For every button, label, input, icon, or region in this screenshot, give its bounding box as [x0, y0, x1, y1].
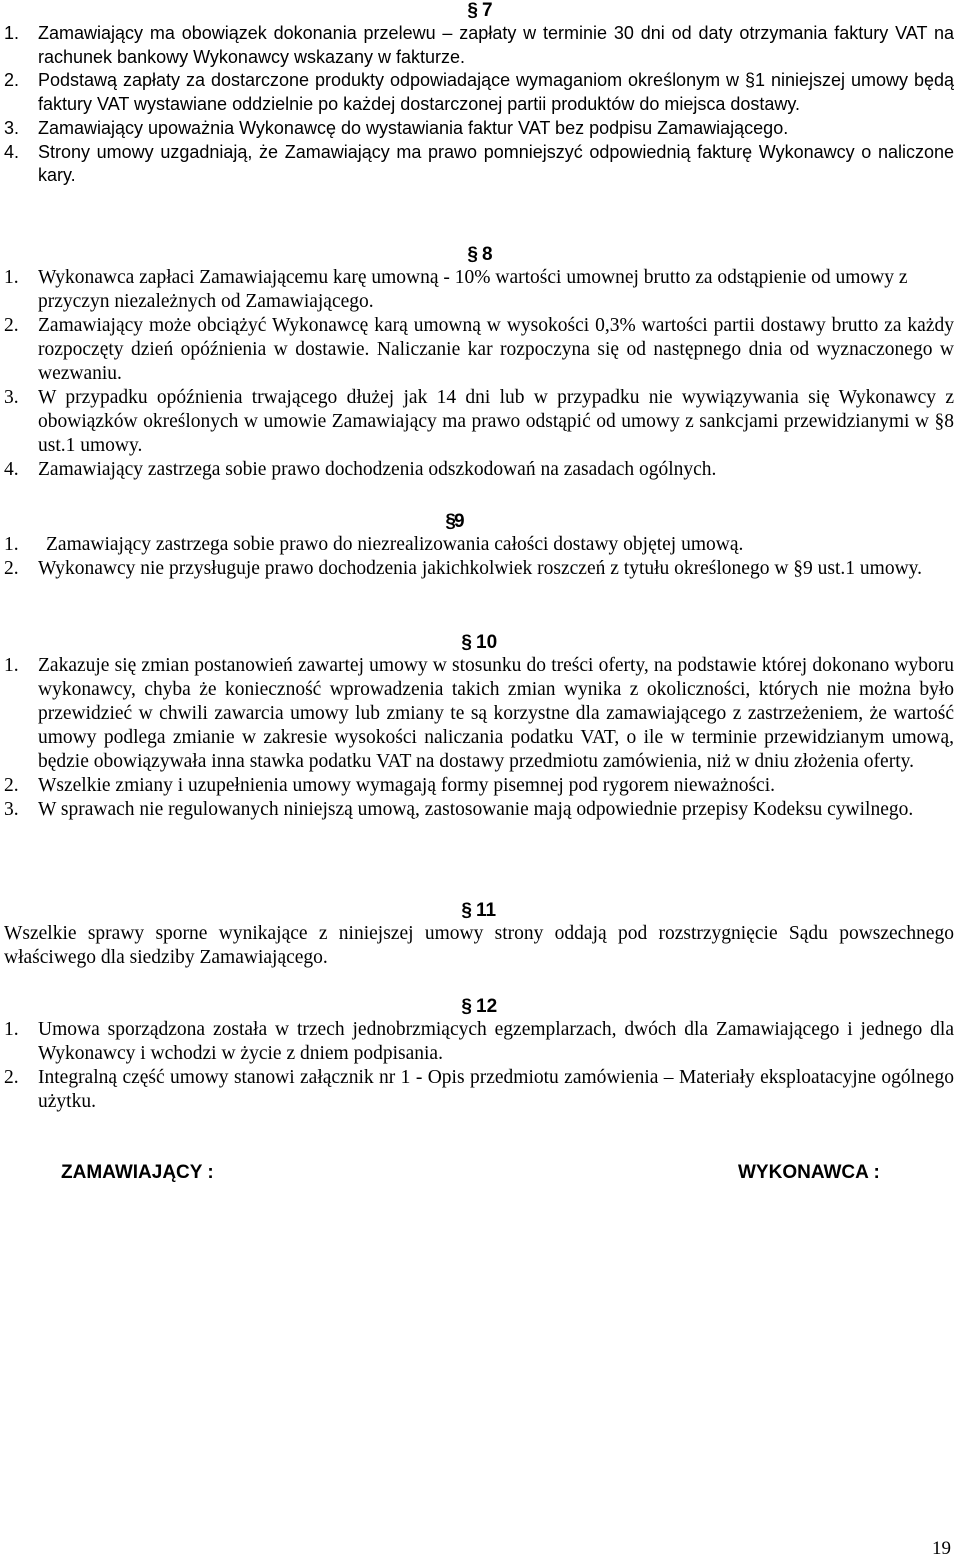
item-text: Wykonawca zapłaci Zamawiającemu karę umowną - 10% wartości umownej brutto za odstąpienie od umowy z przyczyn niezależnych od Zamawiającego.	[38, 267, 908, 312]
item-text: Podstawą zapłaty za dostarczone produkty odpowiadające wymaganiom określonym w §1 niniejszej umowy będą faktury VAT wystawiane oddzielnie po każdej dostarczonej partii produktów do miejsca dostawy.	[38, 70, 954, 115]
item-number: 3.	[4, 117, 20, 138]
item-number: 1.	[4, 534, 19, 555]
list-item	[0, 1066, 960, 1114]
signature-block	[0, 1162, 960, 1192]
section-symbol: §	[461, 900, 472, 921]
signature-ordering-party: ZAMAWIAJĄCY :	[61, 1162, 214, 1183]
item-number: 1.	[4, 267, 19, 288]
section-symbol: §	[461, 632, 472, 653]
list-item	[0, 1018, 960, 1066]
item-number: 2.	[4, 558, 19, 579]
section-symbol: §	[467, 0, 478, 21]
list-item	[0, 22, 960, 69]
item-number: 1.	[4, 655, 19, 676]
section-symbol: §	[467, 244, 478, 265]
section-symbol: §	[461, 996, 472, 1017]
section-heading	[0, 511, 960, 533]
section-8	[0, 244, 960, 482]
item-text: Zamawiający upoważnia Wykonawcę do wystawiania faktur VAT bez podpisu Zamawiającego.	[38, 117, 789, 138]
list-item	[0, 774, 960, 798]
list-item	[0, 458, 960, 482]
item-number: 2.	[4, 315, 19, 336]
section-symbol: §	[445, 511, 456, 532]
section-10	[0, 632, 960, 822]
item-text: Strony umowy uzgadniają, że Zamawiający ma prawo pomniejszyć odpowiednią fakturę Wykonawcy o naliczone kary.	[38, 141, 954, 186]
section-heading	[0, 0, 960, 22]
section-number: 8	[482, 244, 493, 265]
list-item	[0, 266, 960, 314]
item-number: 2.	[4, 1067, 19, 1088]
item-text: Zamawiający zastrzega sobie prawo do niezrealizowania całości dostawy objętej umową.	[46, 534, 744, 555]
item-text: Wszelkie zmiany i uzupełnienia umowy wymagają formy pisemnej pod rygorem nieważności.	[38, 775, 775, 796]
section-paragraph: Wszelkie sprawy sporne wynikające z niniejszej umowy strony oddają pod rozstrzygnięcie Sądu powszechnego właściwego dla siedziby Zamawiającego.	[4, 923, 954, 968]
section-11	[0, 900, 960, 970]
section-number: 11	[476, 900, 497, 921]
item-text: Wykonawcy nie przysługuje prawo dochodzenia jakichkolwiek roszczeń z tytułu określonego w §9 ust.1 umowy.	[38, 558, 923, 579]
list-item	[0, 141, 960, 188]
item-text: W sprawach nie regulowanych niniejszą umową, zastosowanie mają odpowiednie przepisy Kodeksu cywilnego.	[38, 799, 914, 820]
item-number: 1.	[4, 23, 20, 43]
list-item	[0, 386, 960, 458]
item-text: W przypadku opóźnienia trwającego dłużej jak 14 dni lub w przypadku nie wywiązywania się Wykonawcy z obowiązków określonych w umowie Zamawiający ma prawo odstąpić od umowy z sankcjami przewidzianymi w §8 ust.1 umowy.	[38, 387, 954, 456]
section-12	[0, 996, 960, 1114]
section-heading	[0, 900, 960, 922]
section-7	[0, 0, 960, 188]
page-number: 19	[932, 1538, 951, 1559]
item-text: Zamawiający ma obowiązek dokonania przelewu – zapłaty w terminie 30 dni od daty otrzymania faktury VAT na rachunek bankowy Wykonawcy wskazany w fakturze.	[38, 23, 954, 67]
list-item	[0, 117, 960, 141]
section-heading	[0, 632, 960, 654]
section-9	[0, 511, 960, 581]
item-text: Umowa sporządzona została w trzech jednobrzmiących egzemplarzach, dwóch dla Zamawiającego i jednego dla Wykonawcy i wchodzi w życie z dniem podpisania.	[38, 1019, 954, 1064]
signature-contractor: WYKONAWCA :	[738, 1162, 880, 1183]
item-number: 2.	[4, 775, 19, 796]
item-text: Zamawiający zastrzega sobie prawo dochodzenia odszkodowań na zasadach ogólnych.	[38, 459, 717, 480]
item-number: 4.	[4, 141, 20, 162]
item-number: 3.	[4, 799, 19, 820]
section-heading	[0, 244, 960, 266]
item-number: 4.	[4, 459, 19, 480]
section-number: 7	[482, 0, 493, 21]
section-number: 10	[476, 632, 498, 653]
item-text: Zakazuje się zmian postanowień zawartej umowy w stosunku do treści oferty, na podstawie której dokonano wyboru wykonawcy, chyba że konieczność wprowadzenia takich zmian wynika z okoliczności, których nie można było przewidzieć w chwili zawarcia umowy lub zmiany te są korzystne dla zamawiającego z zastrzeżeniem, że wartość umowy podlega zmianie w zakresie wysokości naliczania podatku VAT, o ile w terminie przewidzianym umową, będzie obowiązywała inna stawka podatku VAT na dostawy przedmiotu zamówienia, niż w dniu złożenia oferty.	[38, 655, 954, 772]
item-text: Zamawiający może obciążyć Wykonawcę karą umowną w wysokości 0,3% wartości partii dostawy brutto za każdy rozpoczęty dzień opóźnienia w dostawie. Naliczanie kar rozpoczyna się od następnego dnia od wyznaczonego w wezwaniu.	[38, 315, 954, 384]
item-number: 1.	[4, 1019, 19, 1040]
section-heading	[0, 996, 960, 1018]
list-item	[0, 654, 960, 774]
list-item	[0, 798, 960, 822]
list-item	[0, 314, 960, 386]
item-text: Integralną część umowy stanowi załącznik nr 1 - Opis przedmiotu zamówienia – Materiały eksploatacyjne ogólnego użytku.	[38, 1067, 954, 1112]
item-number: 3.	[4, 387, 19, 408]
list-item	[0, 533, 960, 557]
list-item	[0, 557, 960, 581]
list-item	[0, 69, 960, 116]
section-number: 9	[454, 511, 465, 532]
item-number: 2.	[4, 70, 20, 91]
section-number: 12	[476, 996, 498, 1017]
